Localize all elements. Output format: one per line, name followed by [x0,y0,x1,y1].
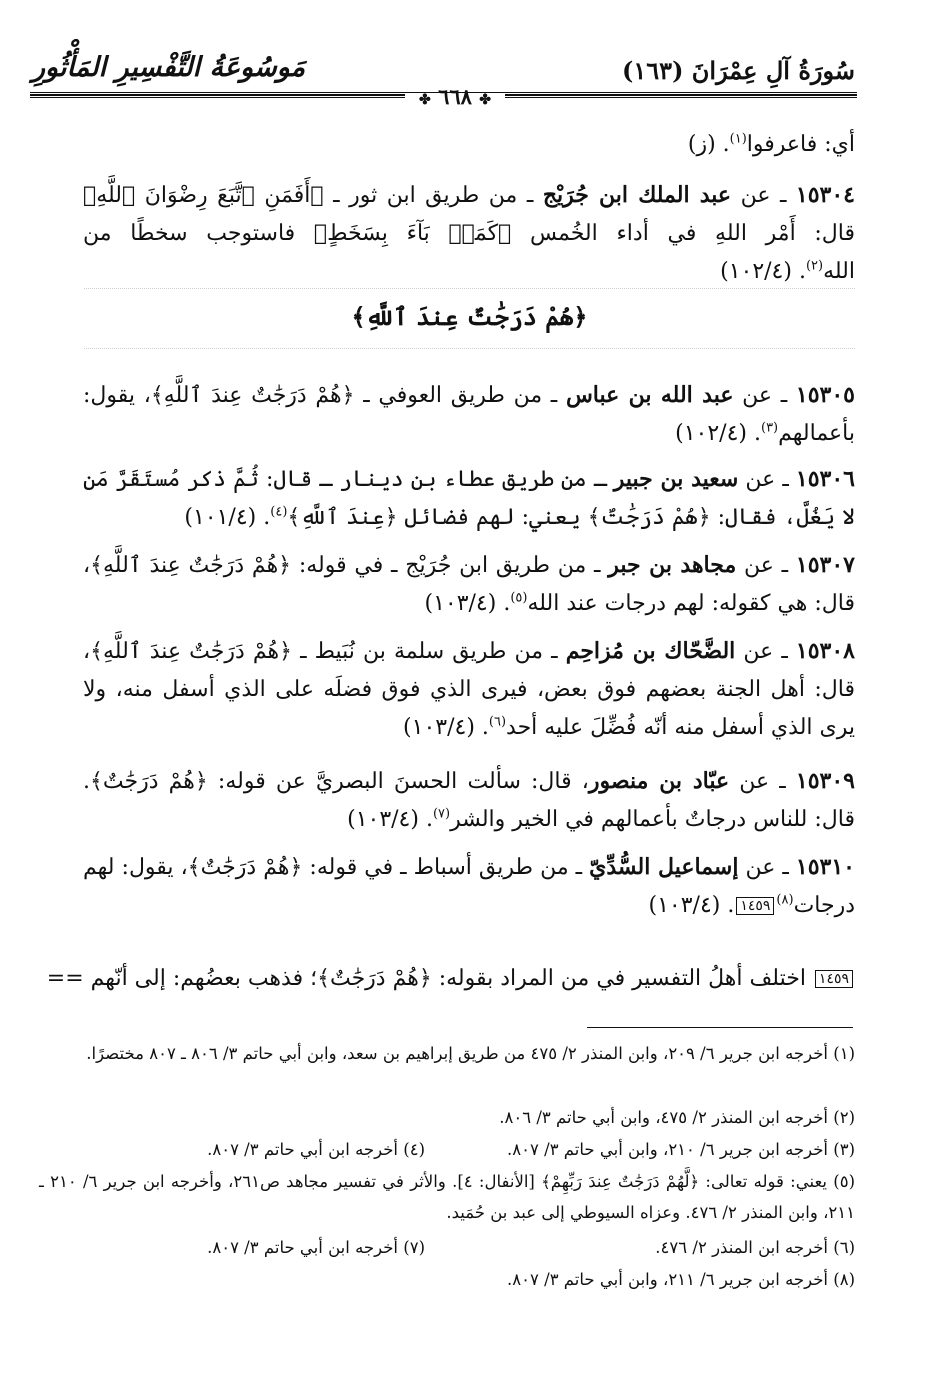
narration-15305: ١٥٣٠٥ ـ عن عبد الله بن عباس ـ من طريق العوفي ـ ﴿هُمْ دَرَجَٰتٌ عِندَ ٱللَّهِ﴾، يقول: بأعمالهم$^{(٣)}$. (١٠٢/٤) [83,382,855,446]
narration-number: ١٥٣٠٤ [795,182,855,208]
source-reference: . (١٠٢/٤) [720,259,806,284]
source-reference: . (١٠٣/٤) [403,715,489,740]
editor-commentary: ١٤٥٩ اختلف أهلُ التفسير في من المراد بقوله: ﴿هُمْ دَرَجَٰتٌ﴾؛ فذهب بعضُهم: إلى أنّهم == [26,960,855,998]
footnote-5: (٥) يعني: قوله تعالى: ﴿لَّهُمْ دَرَجَٰتٌ عِندَ رَبِّهِمْ﴾ [الأنفال: ٤]. والأثر في تفسير مجاهد ص٢٦١، وأخرجه ابن جرير ٦/ ٢١٠ ـ ٢١١، وابن المنذر ٢/ ٤٧٦. وعزاه السيوطي إلى عبد بن حُمَيد. [39,1172,855,1222]
narration-15304: ١٥٣٠٤ ـ عن عبد الملك ابن جُرَيْج ـ من طريق ابن ثور ـ ﴿أَفَمَنِ ٱتَّبَعَ رِضْوَانَ ٱللَّهِ﴾ قال: أَمْر اللهِ في أداء الخُمس ﴿كَمَنۢ بَآءَ بِسَخَطٍ﴾ فاستوجب سخطًا من الله$^{(٢)}$. (١٠٢/٤) [83,182,855,284]
narration-15310: ١٥٣١٠ ـ عن إسماعيل السُّدِّيّ ـ من طريق أسباط ـ في قوله: ﴿هُمْ دَرَجَٰتٌ﴾، يقول: لهم درجات$^{(٨)}$١٤٥٩. (١٠٣/٤) [83,854,855,918]
narration-number: ١٥٣٠٩ [795,768,855,794]
footnote-2: (٢) أخرجه ابن المنذر ٢/ ٤٧٥، وابن أبي حاتم ٣/ ٨٠٦. [499,1108,855,1127]
dotted-separator [84,348,855,349]
page-number-rule-right [505,94,857,98]
commentary-marker: ١٤٥٩ [736,897,774,915]
running-header-book-title: مَوسُوعَةُ التَّفْسِيرِ المَأْثُورِ [32,52,306,83]
page-number-rule-left [30,94,405,98]
narrator-name: عبّاد بن منصور [588,768,730,794]
narration-15306: ١٥٣٠٦ ـ عن سعيد بن جبير ـ من طريق عطاء بن دينار ـ قال: ثُمَّ ذكر مُستَقَرَّ مَن لا يَغُلَّ، فقال: ﴿هُمْ دَرَجَٰتٌ﴾ يعني: لهم فضائل ﴿عِندَ ٱللَّهِ﴾$^{(٤)}$. (١٠١/٤) [83,466,855,530]
dotted-separator [84,288,855,289]
footnote-8: (٨) أخرجه ابن جرير ٦/ ٢١١، وابن أبي حاتم ٣/ ٨٠٧. [507,1270,855,1289]
page-number: ✤ ٦٦٨ ✤ [419,84,491,109]
footnote-marker: (٤) [270,504,288,520]
narrator-name: مجاهد بن جبر [608,552,737,578]
narration-number: ١٥٣٠٥ [795,382,855,408]
source-reference: . (١٠٣/٤) [648,893,735,918]
footnote-6: (٦) أخرجه ابن المنذر ٢/ ٤٧٦. [655,1238,855,1257]
narrator-name: عبد الملك ابن جُرَيْج [542,182,732,208]
narrator-name: الضَّحّاك بن مُزاحِم [565,638,736,664]
ornament-icon: ✤ [479,92,491,108]
running-header-surah: سُورَةُ آلِ عِمْرَانَ (١٦٣) [622,56,855,85]
footnote-rule [587,1027,853,1028]
footnote-row-3-4 [39,1134,855,1165]
source-reference: . (١٠١/٤) [184,505,271,530]
footnote-4: (٤) أخرجه ابن أبي حاتم ٣/ ٨٠٧. [207,1140,425,1159]
footnote-marker: (٢) [805,258,824,274]
narration-number: ١٥٣٠٦ [795,466,855,492]
commentary-number: ١٤٥٩ [815,970,853,988]
section-heading: ﴿هُمْ دَرَجَٰتٌ عِندَ ٱللَّهِ﴾ [351,302,588,331]
source-reference: . (١٠٣/٤) [347,807,433,832]
footnote-3: (٣) أخرجه ابن جرير ٦/ ٢١٠، وابن أبي حاتم ٣/ ٨٠٧. [507,1140,855,1159]
narration-15309: ١٥٣٠٩ ـ عن عبّاد بن منصور، قال: سألت الحسنَ البصريَّ عن قوله: ﴿هُمْ دَرَجَٰتٌ﴾. قال: للناس درجاتٌ بأعمالهم في الخير والشر$^{(٧)}$. (١٠٣/٤) [83,768,855,832]
footnote-marker: (٧) [432,806,451,822]
narration-number: ١٥٣٠٨ [795,638,855,664]
ornament-icon: ✤ [419,92,431,108]
narration-15307: ١٥٣٠٧ ـ عن مجاهد بن جبر ـ من طريق ابن جُرَيْج ـ في قوله: ﴿هُمْ دَرَجَٰتٌ عِندَ ٱللَّهِ﴾، قال: هي كقوله: لهم درجات عند الله$^{(٥)}$. (١٠٣/٤) [83,552,855,616]
narrator-name: سعيد بن جبير [613,466,739,492]
paragraph-continuation: أي: فاعرفوا$^{(١)}$. (ز) [687,131,855,157]
footnote-marker: (١) [729,131,747,147]
footnote-marker: (٥) [510,590,528,606]
narrator-name: إسماعيل السُّدِّيّ [589,854,739,880]
footnote-marker: (٣) [760,420,779,436]
narration-15308: ١٥٣٠٨ ـ عن الضَّحّاك بن مُزاحِم ـ من طريق سلمة بن نُبَيط ـ ﴿هُمْ دَرَجَٰتٌ عِندَ ٱللَّهِ﴾، قال: أهل الجنة بعضهم فوق بعض، فيرى الذي فوق فضلَه على الذي أسفل منه، ولا يرى الذي أسفل منه أنّه فُضِّلَ عليه أحد$^{(٦)}$. (١٠٣/٤) [83,638,855,740]
footnote-marker: (٦) [488,714,507,730]
source-reference: . (١٠٢/٤) [675,421,761,446]
narration-number: ١٥٣٠٧ [795,552,855,578]
footnote-marker: (٨) [776,892,794,908]
footnote-1: (١) أخرجه ابن جرير ٦/ ٢٠٩، وابن المنذر ٢/ ٤٧٥ من طريق إبراهيم بن سعد، وابن أبي حاتم ٣/ ٨٠٦ ـ ٨٠٧ مختصرًا. [86,1044,855,1063]
footnote-7: (٧) أخرجه ابن أبي حاتم ٣/ ٨٠٧. [207,1238,425,1257]
source-reference: . (١٠٣/٤) [424,591,511,616]
narrator-name: عبد الله بن عباس [565,382,734,408]
narration-number: ١٥٣١٠ [795,854,855,880]
footnote-row-6-7 [39,1232,855,1263]
page-number-bar [0,84,939,108]
